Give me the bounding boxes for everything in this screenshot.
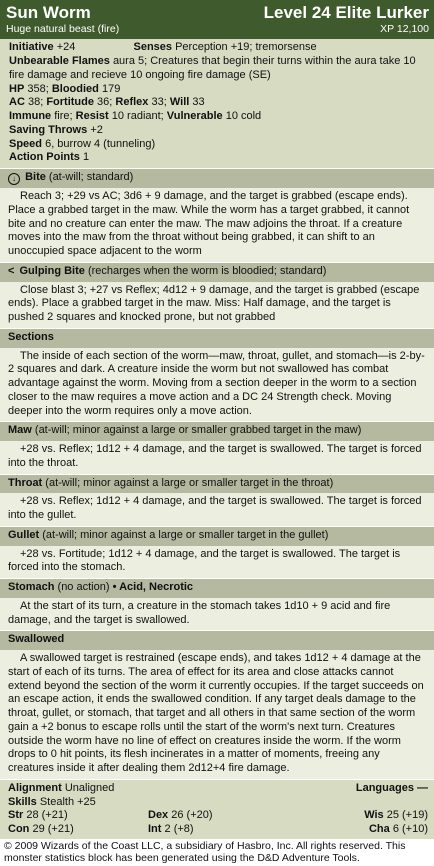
hp-line: HP 358; Bloodied 179 <box>9 82 121 95</box>
power-stomach-header: Stomach (no action) • Acid, Necrotic <box>0 578 434 598</box>
power-throat-text: +28 vs. Reflex; 1d12 + 4 damage, and the target is swallowed. The target is forced into the gullet. <box>0 493 434 526</box>
initiative-line: Initiative +24 Senses Perception +19; tremorsense <box>9 41 317 54</box>
power-sections-text: The inside of each section of the worm—maw, throat, gullet, and stomach—is 2-by-2 squares and dark. A creature inside the worm but not swallowed has combat advantage against the worm. Moving from a section deeper in the worm to a section closer to the maw requires a move action and a DC 24 Strength check. Moving deeper into the worm requires only a move action. <box>0 348 434 422</box>
ability-wis: Wis 25 (+19) <box>364 809 428 822</box>
skills-line: Skills Stealth +25 <box>8 795 96 808</box>
stat-block-header <box>0 0 434 39</box>
languages-label: Languages — <box>355 781 428 794</box>
basic-melee-icon: ↓ <box>8 173 20 185</box>
defenses-line: AC 38; Fortitude 36; Reflex 33; Will 33 <box>9 96 205 109</box>
power-maw-header: Maw (at-will; minor against a large or smaller grabbed target in the maw) <box>0 421 434 441</box>
power-gullet-text: +28 vs. Fortitude; 1d12 + 4 damage, and the target is swallowed. The target is forced into the stomach. <box>0 546 434 579</box>
saving-throws-line: Saving Throws +2 <box>9 123 103 136</box>
action-points-line: Action Points 1 <box>9 151 90 164</box>
alignment-line: Alignment Unaligned Languages — <box>8 781 428 794</box>
bottom-section <box>0 779 434 839</box>
ability-str: Str 28 (+21) <box>8 809 68 822</box>
stats-section <box>0 39 434 168</box>
power-gulping-bite-header: < Gulping Bite (recharges when the worm is bloodied; standard) <box>0 262 434 282</box>
power-throat-header: Throat (at-will; minor against a large or smaller target in the throat) <box>0 474 434 494</box>
immunities-line: Immune fire; Resist 10 radiant; Vulnerable 10 cold <box>9 110 262 123</box>
aura-line: Unbearable Flames aura 5; Creatures that begin their turns within the aura take 10 fire damage and recieve 10 ongoing fire damage (SE) <box>9 55 416 81</box>
power-gulping-bite-text: Close blast 3; +27 vs Reflex; 4d12 + 9 damage, and the target is grabbed (escape ends). Place a grabbed target in the maw. Miss: Half damage, and the target is pushed 2 squares and knocked prone, but not grabbed <box>0 282 434 328</box>
power-swallowed-header: Swallowed <box>0 630 434 650</box>
monster-level: Level 24 Elite Lurker <box>263 3 429 22</box>
ability-int: Int 2 (+8) <box>148 823 194 836</box>
power-bite-header: ↓ Bite (at-will; standard) <box>0 168 434 188</box>
power-swallowed-text: A swallowed target is restrained (escape ends), and takes 1d12 + 4 damage at the start of each of its turns. The area of effect for its area and close attacks cannot extend beyond the section of the worm it currently occupies. If the target succeeds on an escape action, it ends the swallowed condition. If any target deals damage to the throat, gullet, or stomach, that target and all others in that same section of the worm gain a +2 bonus to escape rolls until the start of the worm's next turn. Creatures outside the worm have no line of effect on creatures inside the worm. If the worm drops to 0 hit points, its flesh incinerates in a matter of moments, freeing any creatures inside it after dealing them 2d12+4 fire damage. <box>0 650 434 779</box>
close-blast-icon: < <box>8 264 15 277</box>
power-sections-header: Sections <box>0 328 434 348</box>
speed-line: Speed 6, burrow 4 (tunneling) <box>9 137 156 150</box>
power-gullet-header: Gullet (at-will; minor against a large or smaller target in the gullet) <box>0 526 434 546</box>
monster-type: Huge natural beast (fire) <box>6 23 120 36</box>
ability-cha: Cha 6 (+10) <box>368 823 428 836</box>
ability-dex: Dex 26 (+20) <box>148 809 213 822</box>
monster-xp: XP 12,100 <box>380 23 429 36</box>
power-bite-text: Reach 3; +29 vs AC; 3d6 + 9 damage, and the target is grabbed (escape ends). Place a grabbed target in the maw. While the worm has a target grabbed, it cannot bite and no creature can enter the maw. The maw adjoins the throat. If a creature moves into the maw from the throat without being grabbed, it can shift to an unoccupied space adjacent to the worm <box>0 188 434 262</box>
ability-scores <box>8 809 428 837</box>
power-stomach-text: At the start of its turn, a creature in the stomach takes 1d10 + 9 acid and fire damage, and the target is swallowed. <box>0 598 434 631</box>
ability-con: Con 29 (+21) <box>8 823 74 836</box>
copyright-footer: © 2009 Wizards of the Coast LLC, a subsidiary of Hasbro, Inc. All rights reserved. This monster statistics block has been generated using the D&D Adventure Tools. <box>4 839 406 865</box>
power-maw-text: +28 vs. Reflex; 1d12 + 4 damage, and the target is swallowed. The target is forced into the throat. <box>0 441 434 474</box>
monster-name: Sun Worm <box>6 3 91 22</box>
